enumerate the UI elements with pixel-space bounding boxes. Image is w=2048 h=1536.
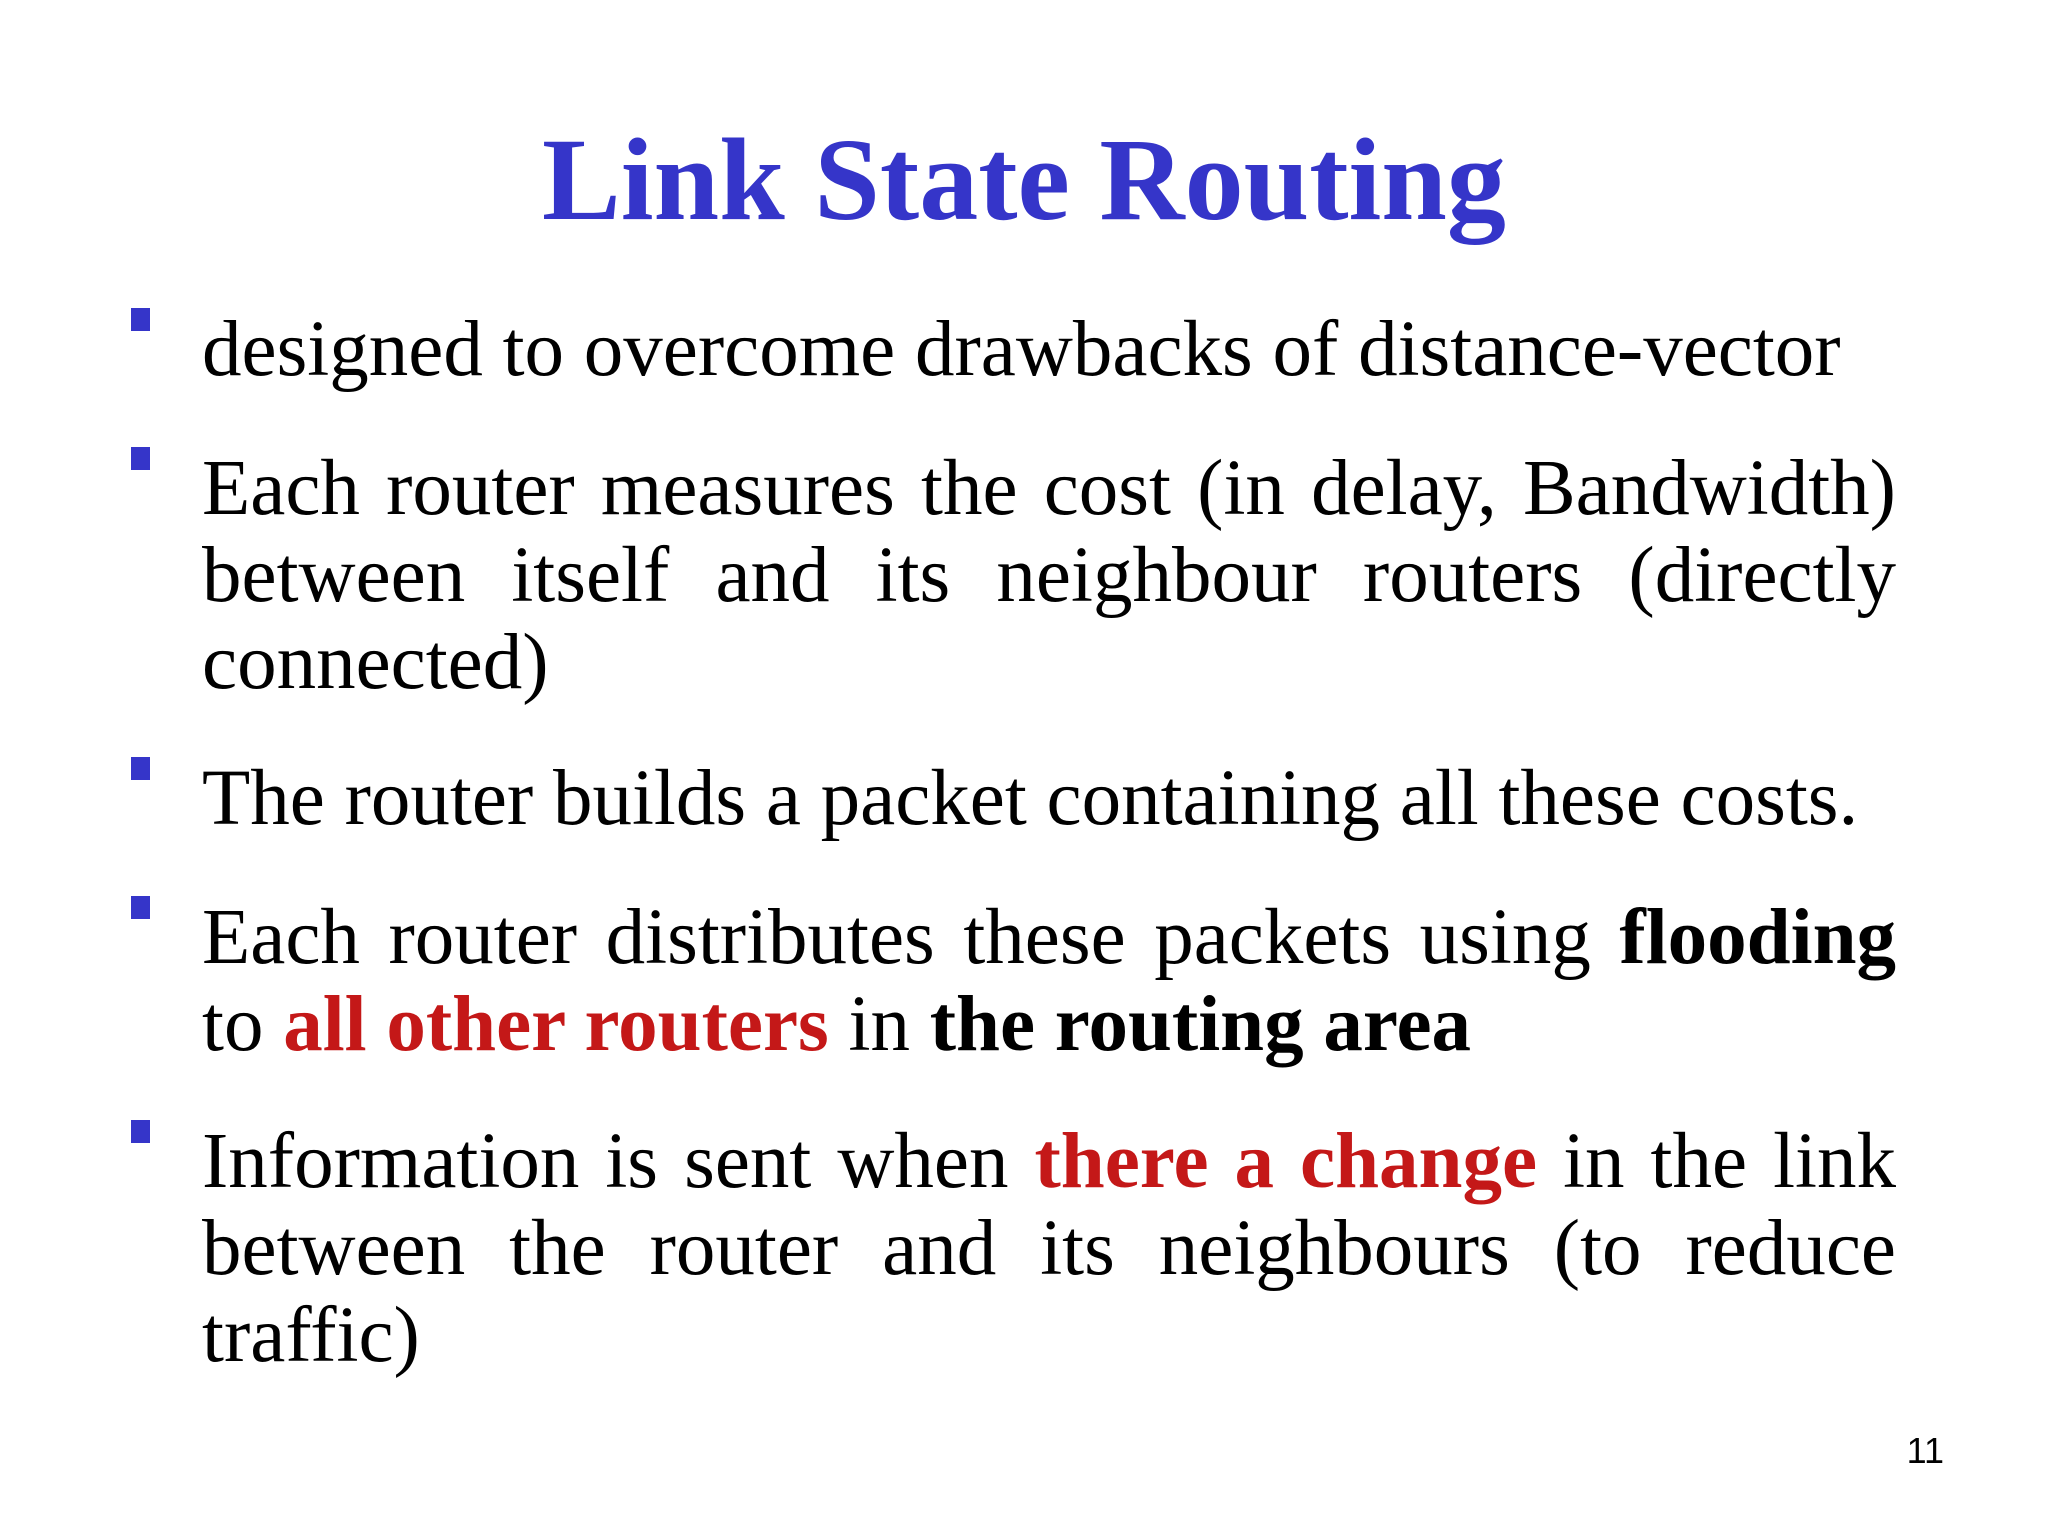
square-bullet-icon [131,308,150,331]
bullet-text: Each router measures the cost (in delay, Bandwidth) between itself and its neighbour routers (directly connected) [202,445,1896,706]
bullet-text: in [828,981,930,1068]
highlight-all-other-routers: all other routers [283,981,829,1068]
bullet-text: designed to overcome drawbacks of distance-vector [202,306,1841,393]
bullet-item [202,445,1896,706]
bullet-text: Information is sent when [202,1118,1035,1205]
square-bullet-icon [131,1120,150,1143]
page-number: 11 [1906,1430,1944,1471]
square-bullet-icon [131,447,150,470]
bullet-item [202,306,1896,393]
bullet-line [202,981,1471,1068]
slide-title: Link State Routing [542,114,1506,245]
bullet-item [202,1118,1896,1379]
bold-keyword-routing-area: the routing area [929,981,1472,1068]
bold-keyword-flooding: flooding [1619,894,1896,981]
bullet-text: The router builds a packet containing all these costs. [202,755,1859,842]
highlight-there-a-change: there a change [1034,1118,1538,1205]
bullet-item [202,755,1896,842]
bullet-line [202,894,1896,981]
bullet-text: Each router distributes these packets using [202,894,1620,981]
square-bullet-icon [131,896,150,919]
bullet-text: in the link between the router and its neighbours (to reduce traffic) [202,1118,1896,1379]
square-bullet-icon [131,757,150,780]
bullet-item [202,894,1896,1068]
bullet-text: to [202,981,284,1068]
